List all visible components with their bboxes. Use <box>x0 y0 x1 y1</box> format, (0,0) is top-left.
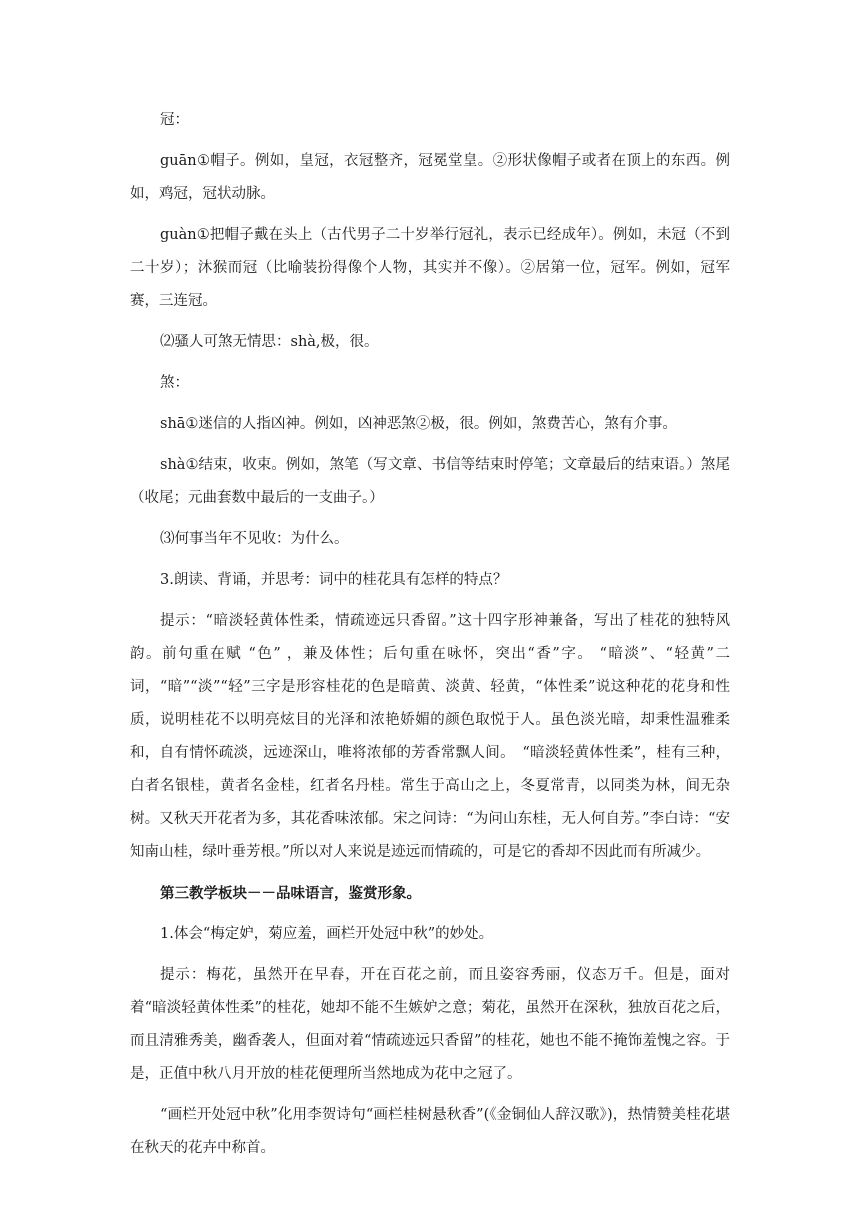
hint-paragraph-1: 提示：“暗淡轻黄体性柔，情疏迹远只香留。”这十四字形神兼备，写出了桂花的独特风韵。前句重在赋 “色” ，兼及体性；后句重在咏怀，突出“香”字。 “暗淡”、“轻黄”二词，“暗”“淡”“轻”三字是形容桂花的色是暗黄、淡黄、轻黄，“体性柔”说这种花的花身和性质，说明桂花不以明亮炫目的光泽和浓艳娇媚的颜色取悦于人。虽色淡光暗，却秉性温雅柔和，自有情怀疏淡，远迹深山，唯将浓郁的芳香常飘人间。 “暗淡轻黄体性柔”，桂有三种，白者名银桂，黄者名金桂，红者名丹桂。常生于高山之上，冬夏常青，以同类为林，间无杂树。又秋天开花者为多，其花香味浓郁。宋之问诗：“为问山东桂，无人何自芳。”李白诗：“安知南山桂，绿叶垂芳根。”所以对人来说是迹远而情疏的，可是它的香却不因此而有所减少。 <box>130 613 730 860</box>
question-1: 1.体会“梅定妒，菊应羞，画栏开处冠中秋”的妙处。 <box>160 926 494 942</box>
definition-guan4: guàn①把帽子戴在头上（古代男子二十岁举行冠礼，表示已经成年）。例如，未冠（不到二十岁）；沐猴而冠（比喻装扮得像个人物，其实并不像）。②居第一位，冠军。例如，冠军赛，三连冠。 <box>130 227 730 309</box>
question-3: 3.朗读、背诵，并思考：词中的桂花具有怎样的特点？ <box>160 572 508 588</box>
definition-guan1: guān①帽子。例如，皇冠，衣冠整齐，冠冕堂皇。②形状像帽子或者在顶上的东西。例如，鸡冠，冠状动脉。 <box>130 153 730 202</box>
note-2: ⑵骚人可煞无情思：shà,极，很。 <box>160 334 379 350</box>
note-3: ⑶何事当年不见收：为什么。 <box>160 531 349 547</box>
heading-guan: 冠： <box>160 112 189 128</box>
section-heading-3: 第三教学板块－－品味语言，鉴赏形象。 <box>160 885 421 902</box>
definition-sha4: shà①结束，收束。例如，煞笔（写文章、书信等结束时停笔；文章最后的结束语。）煞尾（收尾；元曲套数中最后的一支曲子。） <box>130 457 730 506</box>
heading-sha: 煞： <box>160 375 189 391</box>
definition-sha1: shā①迷信的人指凶神。例如，凶神恶煞②极，很。例如，煞费苦心，煞有介事。 <box>160 416 677 432</box>
hint-paragraph-2: 提示：梅花，虽然开在早春，开在百花之前，而且姿容秀丽，仪态万千。但是，面对着“暗淡轻黄体性柔”的桂花，她却不能不生嫉妒之意；菊花，虽然开在深秋，独放百花之后，而且清雅秀美，幽香袭人，但面对着“情疏迹远只香留”的桂花，她也不能不掩饰羞愧之容。于是，正值中秋八月开放的桂花便理所当然地成为花中之冠了。 <box>130 967 730 1082</box>
closing-paragraph: “画栏开处冠中秋”化用李贺诗句“画栏桂树悬秋香”(《金铜仙人辞汉歌》)，热情赞美桂花堪在秋天的花卉中称首。 <box>130 1107 730 1156</box>
document-page <box>130 104 730 1173</box>
